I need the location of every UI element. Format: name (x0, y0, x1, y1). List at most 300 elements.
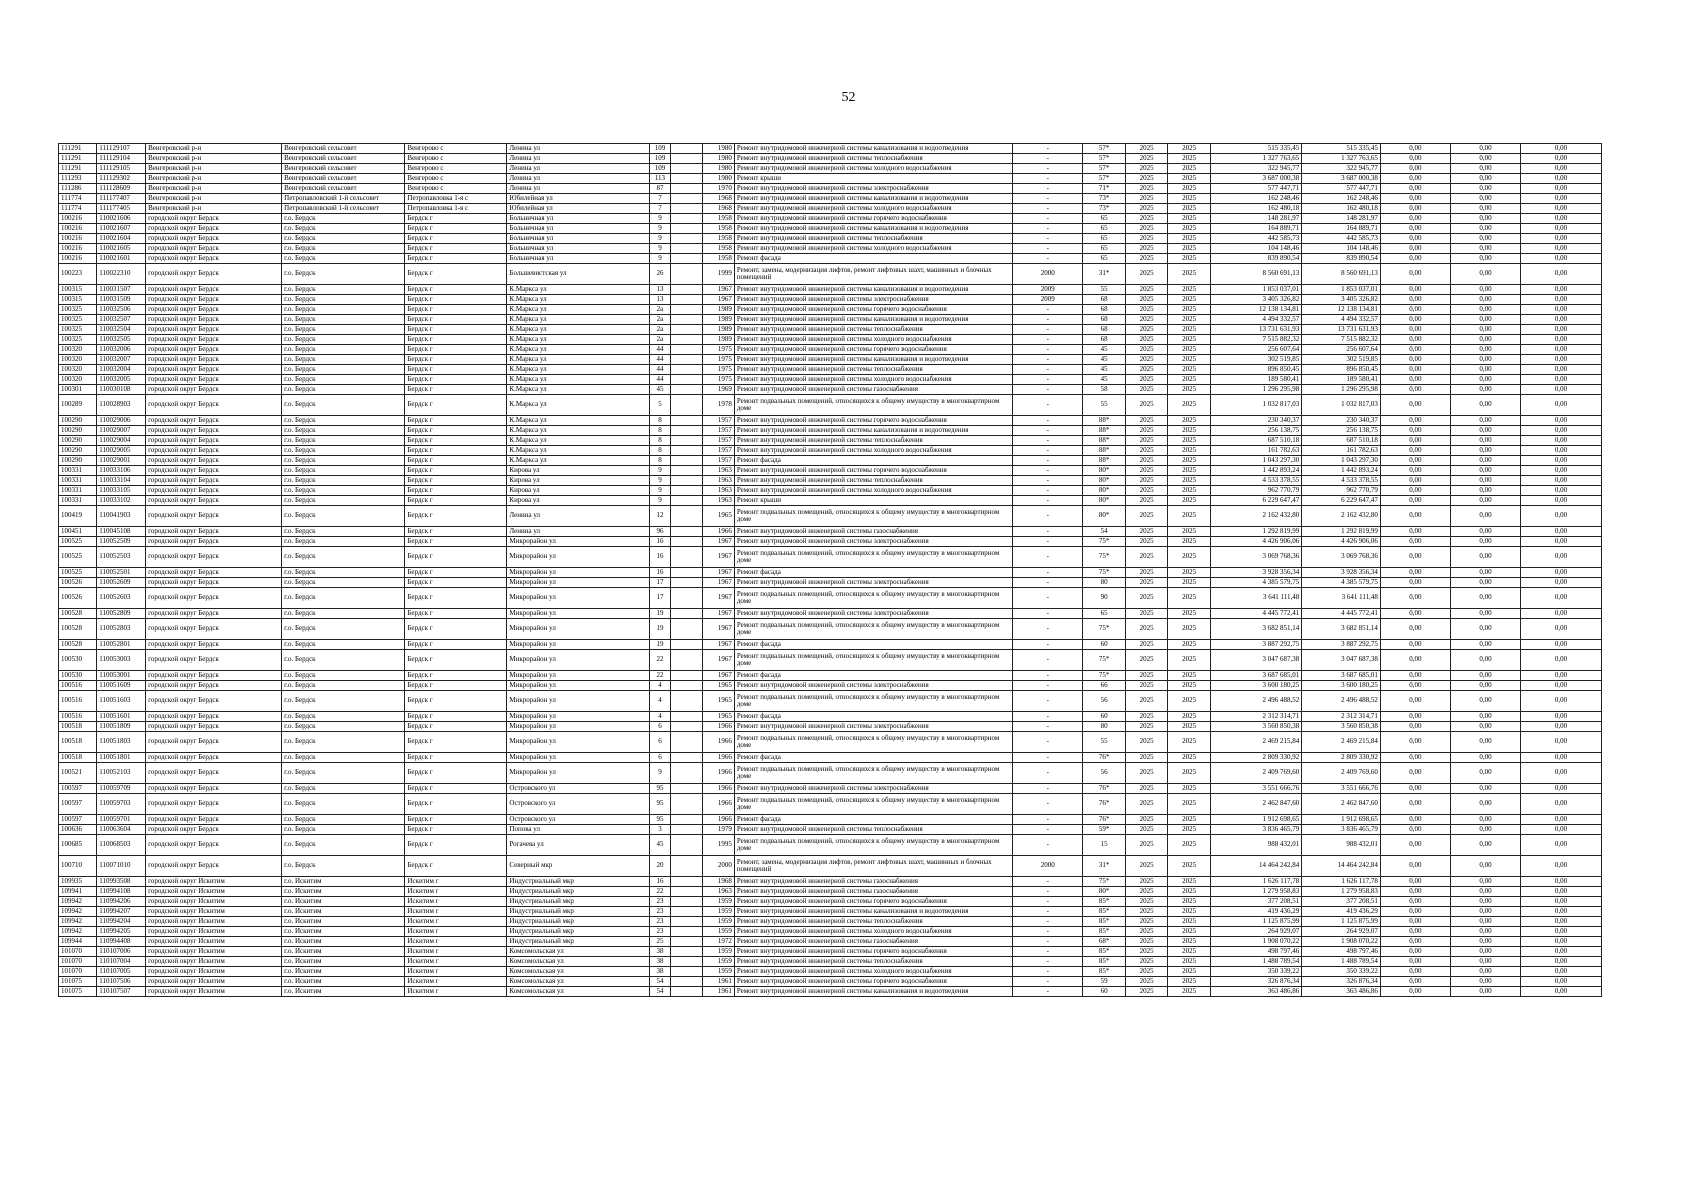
cell-work-type: Ремонт внутридомовой инженерной системы канализования и водоотведения (734, 315, 1012, 325)
cell-district: городской округ Бердск (146, 385, 282, 395)
cell-building (671, 184, 703, 194)
cell-district: городской округ Бердск (146, 722, 282, 732)
cell-house-number: 5 (649, 395, 670, 416)
cell-budget-federal: 0,00 (1380, 174, 1450, 184)
cell-plan-start-year: 2025 (1125, 164, 1168, 174)
cell-district: городской округ Бердск (146, 315, 282, 325)
cell-house-id: 100597 (59, 815, 97, 825)
cell-work-id: 110071010 (97, 856, 146, 877)
table-row (59, 426, 1602, 436)
cell-work-type: Ремонт внутридомовой инженерной системы теплоснабжения (734, 325, 1012, 335)
cell-wear-percent: 75* (1083, 877, 1126, 887)
cell-budget-federal: 0,00 (1380, 254, 1450, 264)
cell-wear-percent: 59* (1083, 825, 1126, 835)
cell-plan-start-year: 2025 (1125, 947, 1168, 957)
table-row (59, 691, 1602, 712)
cell-fund-cost: 322 945,77 (1302, 164, 1381, 174)
cell-last-repair-year: 2009 (1013, 285, 1083, 295)
cell-budget-regional: 0,00 (1450, 650, 1520, 671)
cell-wear-percent: 57* (1083, 174, 1126, 184)
cell-fund-cost: 3 887 292,75 (1302, 640, 1381, 650)
cell-plan-end-year: 2025 (1168, 385, 1211, 395)
cell-budget-local: 0,00 (1521, 345, 1602, 355)
cell-budget-federal: 0,00 (1380, 671, 1450, 681)
cell-fund-cost: 1 279 958,83 (1302, 887, 1381, 897)
cell-work-type: Ремонт внутридомовой инженерной системы канализования и водоотведения (734, 194, 1012, 204)
cell-budget-local: 0,00 (1521, 436, 1602, 446)
cell-work-type: Ремонт подвальных помещений, относящихся к общему имуществу в многоквартирном доме (734, 506, 1012, 527)
cell-building (671, 967, 703, 977)
cell-municipality: г.о. Искитим (282, 947, 405, 957)
cell-budget-regional: 0,00 (1450, 897, 1520, 907)
cell-year-built: 1968 (702, 194, 734, 204)
cell-wear-percent: 88* (1083, 446, 1126, 456)
cell-district: городской округ Бердск (146, 305, 282, 315)
cell-house-number: 9 (649, 254, 670, 264)
cell-settlement: Бердск г (405, 264, 507, 285)
cell-street: Комсомольская ул (507, 957, 649, 967)
cell-district: городской округ Искитим (146, 907, 282, 917)
table-row (59, 456, 1602, 466)
cell-fund-cost: 1 327 763,65 (1302, 154, 1381, 164)
cell-budget-local: 0,00 (1521, 335, 1602, 345)
cell-district: городской округ Бердск (146, 568, 282, 578)
cell-street: Индустриальный мкр (507, 897, 649, 907)
cell-year-built: 1967 (702, 285, 734, 295)
cell-budget-regional: 0,00 (1450, 194, 1520, 204)
cell-street: К.Маркса ул (507, 395, 649, 416)
cell-budget-local: 0,00 (1521, 184, 1602, 194)
cell-wear-percent: 80* (1083, 506, 1126, 527)
table-row (59, 835, 1602, 856)
cell-house-number: 12 (649, 506, 670, 527)
cell-fund-cost: 896 850,45 (1302, 365, 1381, 375)
cell-budget-federal: 0,00 (1380, 609, 1450, 619)
cell-plan-end-year: 2025 (1168, 315, 1211, 325)
cell-settlement: Бердск г (405, 355, 507, 365)
cell-budget-federal: 0,00 (1380, 375, 1450, 385)
cell-wear-percent: 57* (1083, 144, 1126, 154)
cell-work-id: 110033106 (97, 466, 146, 476)
cell-last-repair-year: - (1013, 937, 1083, 947)
cell-plan-end-year: 2025 (1168, 784, 1211, 794)
table-row (59, 987, 1602, 997)
cell-plan-end-year: 2025 (1168, 856, 1211, 877)
cell-building (671, 691, 703, 712)
cell-street: К.Маркса ул (507, 365, 649, 375)
cell-budget-local: 0,00 (1521, 466, 1602, 476)
cell-house-id: 100528 (59, 609, 97, 619)
cell-plan-start-year: 2025 (1125, 154, 1168, 164)
cell-house-number: 4 (649, 681, 670, 691)
cell-work-type: Ремонт внутридомовой инженерной системы теплоснабжения (734, 436, 1012, 446)
cell-total-cost: 896 850,45 (1210, 365, 1301, 375)
cell-budget-local: 0,00 (1521, 214, 1602, 224)
cell-work-id: 110052603 (97, 588, 146, 609)
cell-budget-regional: 0,00 (1450, 335, 1520, 345)
cell-settlement: Бердск г (405, 456, 507, 466)
cell-building (671, 794, 703, 815)
cell-budget-local: 0,00 (1521, 987, 1602, 997)
cell-house-id: 100518 (59, 753, 97, 763)
cell-house-number: 113 (649, 174, 670, 184)
cell-house-id: 100301 (59, 385, 97, 395)
cell-municipality: г.о. Бердск (282, 568, 405, 578)
cell-total-cost: 6 229 647,47 (1210, 496, 1301, 506)
cell-total-cost: 4 533 378,55 (1210, 476, 1301, 486)
cell-settlement: Венгерово с (405, 174, 507, 184)
cell-total-cost: 515 335,45 (1210, 144, 1301, 154)
cell-building (671, 877, 703, 887)
cell-work-type: Ремонт фасада (734, 254, 1012, 264)
cell-plan-end-year: 2025 (1168, 154, 1211, 164)
cell-building (671, 784, 703, 794)
cell-plan-start-year: 2025 (1125, 856, 1168, 877)
cell-wear-percent: 76* (1083, 794, 1126, 815)
table-row (59, 537, 1602, 547)
cell-house-id: 100331 (59, 466, 97, 476)
cell-total-cost: 4 494 332,57 (1210, 315, 1301, 325)
cell-year-built: 2000 (702, 856, 734, 877)
cell-budget-local: 0,00 (1521, 365, 1602, 375)
cell-wear-percent: 68 (1083, 325, 1126, 335)
cell-district: городской округ Бердск (146, 295, 282, 305)
cell-municipality: г.о. Бердск (282, 640, 405, 650)
cell-budget-regional: 0,00 (1450, 917, 1520, 927)
cell-budget-federal: 0,00 (1380, 416, 1450, 426)
cell-street: Больничная ул (507, 244, 649, 254)
cell-work-type: Ремонт внутридомовой инженерной системы холодного водоснабжения (734, 335, 1012, 345)
cell-total-cost: 1 279 958,83 (1210, 887, 1301, 897)
cell-house-id: 100526 (59, 578, 97, 588)
cell-district: городской округ Бердск (146, 365, 282, 375)
cell-work-id: 110107507 (97, 987, 146, 997)
cell-municipality: г.о. Бердск (282, 476, 405, 486)
cell-work-type: Ремонт внутридомовой инженерной системы канализования и водоотведения (734, 907, 1012, 917)
cell-house-number: 23 (649, 917, 670, 927)
cell-work-type: Ремонт внутридомовой инженерной системы электроснабжения (734, 184, 1012, 194)
cell-house-number: 9 (649, 496, 670, 506)
cell-settlement: Бердск г (405, 385, 507, 395)
cell-work-id: 110032504 (97, 325, 146, 335)
table-row (59, 967, 1602, 977)
cell-house-number: 38 (649, 967, 670, 977)
cell-budget-regional: 0,00 (1450, 295, 1520, 305)
cell-district: городской округ Искитим (146, 987, 282, 997)
cell-work-type: Ремонт внутридомовой инженерной системы газоснабжения (734, 937, 1012, 947)
cell-budget-local: 0,00 (1521, 977, 1602, 987)
cell-budget-local: 0,00 (1521, 456, 1602, 466)
cell-house-id: 100290 (59, 426, 97, 436)
cell-street: Комсомольская ул (507, 947, 649, 957)
cell-house-number: 95 (649, 784, 670, 794)
table-row (59, 144, 1602, 154)
cell-house-id: 100516 (59, 681, 97, 691)
cell-wear-percent: 88* (1083, 426, 1126, 436)
cell-house-number: 9 (649, 486, 670, 496)
cell-plan-end-year: 2025 (1168, 987, 1211, 997)
cell-total-cost: 419 436,29 (1210, 907, 1301, 917)
cell-last-repair-year: - (1013, 335, 1083, 345)
cell-fund-cost: 3 560 850,38 (1302, 722, 1381, 732)
table-row (59, 244, 1602, 254)
cell-house-number: 96 (649, 527, 670, 537)
cell-last-repair-year: - (1013, 426, 1083, 436)
cell-fund-cost: 498 797,46 (1302, 947, 1381, 957)
cell-budget-federal: 0,00 (1380, 784, 1450, 794)
cell-plan-end-year: 2025 (1168, 184, 1211, 194)
cell-plan-end-year: 2025 (1168, 476, 1211, 486)
cell-house-number: 16 (649, 537, 670, 547)
cell-last-repair-year: - (1013, 355, 1083, 365)
cell-total-cost: 104 148,46 (1210, 244, 1301, 254)
cell-house-id: 100526 (59, 588, 97, 609)
cell-building (671, 315, 703, 325)
cell-plan-end-year: 2025 (1168, 712, 1211, 722)
cell-year-built: 1967 (702, 547, 734, 568)
cell-total-cost: 498 797,46 (1210, 947, 1301, 957)
cell-year-built: 1989 (702, 305, 734, 315)
cell-district: городской округ Бердск (146, 537, 282, 547)
cell-house-number: 44 (649, 375, 670, 385)
cell-budget-local: 0,00 (1521, 588, 1602, 609)
cell-total-cost: 326 876,34 (1210, 977, 1301, 987)
cell-last-repair-year: - (1013, 244, 1083, 254)
cell-house-id: 101075 (59, 977, 97, 987)
cell-work-type: Ремонт внутридомовой инженерной системы холодного водоснабжения (734, 375, 1012, 385)
cell-municipality: г.о. Бердск (282, 486, 405, 496)
cell-building (671, 375, 703, 385)
cell-plan-end-year: 2025 (1168, 204, 1211, 214)
cell-house-id: 100223 (59, 264, 97, 285)
cell-building (671, 527, 703, 537)
cell-last-repair-year: - (1013, 957, 1083, 967)
cell-settlement: Бердск г (405, 466, 507, 476)
cell-work-type: Ремонт фасада (734, 640, 1012, 650)
cell-year-built: 1969 (702, 385, 734, 395)
cell-building (671, 144, 703, 154)
cell-plan-start-year: 2025 (1125, 315, 1168, 325)
cell-budget-regional: 0,00 (1450, 671, 1520, 681)
cell-year-built: 1957 (702, 446, 734, 456)
cell-wear-percent: 90 (1083, 588, 1126, 609)
cell-municipality: г.о. Бердск (282, 234, 405, 244)
cell-budget-regional: 0,00 (1450, 957, 1520, 967)
cell-total-cost: 4 426 906,06 (1210, 537, 1301, 547)
table-row (59, 365, 1602, 375)
cell-work-id: 110053001 (97, 671, 146, 681)
cell-district: городской округ Бердск (146, 234, 282, 244)
cell-work-id: 110021605 (97, 244, 146, 254)
cell-house-number: 54 (649, 987, 670, 997)
cell-last-repair-year: - (1013, 987, 1083, 997)
cell-fund-cost: 14 464 242,84 (1302, 856, 1381, 877)
cell-budget-regional: 0,00 (1450, 967, 1520, 977)
cell-municipality: г.о. Искитим (282, 977, 405, 987)
cell-plan-start-year: 2025 (1125, 184, 1168, 194)
table-row (59, 722, 1602, 732)
cell-municipality: г.о. Бердск (282, 763, 405, 784)
cell-house-id: 100290 (59, 446, 97, 456)
table-row (59, 856, 1602, 877)
cell-street: Кирова ул (507, 466, 649, 476)
cell-house-number: 44 (649, 345, 670, 355)
cell-street: Ленина ул (507, 144, 649, 154)
cell-wear-percent: 55 (1083, 395, 1126, 416)
cell-plan-end-year: 2025 (1168, 164, 1211, 174)
cell-total-cost: 988 432,01 (1210, 835, 1301, 856)
cell-fund-cost: 515 335,45 (1302, 144, 1381, 154)
cell-last-repair-year: - (1013, 365, 1083, 375)
cell-budget-local: 0,00 (1521, 154, 1602, 164)
cell-plan-start-year: 2025 (1125, 547, 1168, 568)
cell-plan-start-year: 2025 (1125, 588, 1168, 609)
cell-last-repair-year: - (1013, 650, 1083, 671)
cell-fund-cost: 4 445 772,41 (1302, 609, 1381, 619)
cell-total-cost: 1 032 817,03 (1210, 395, 1301, 416)
cell-total-cost: 962 770,79 (1210, 486, 1301, 496)
cell-building (671, 835, 703, 856)
cell-work-type: Ремонт внутридомовой инженерной системы холодного водоснабжения (734, 244, 1012, 254)
cell-work-type: Ремонт внутридомовой инженерной системы горячего водоснабжения (734, 977, 1012, 987)
cell-plan-end-year: 2025 (1168, 446, 1211, 456)
cell-plan-end-year: 2025 (1168, 887, 1211, 897)
cell-district: Венгеровский р-н (146, 164, 282, 174)
cell-work-type: Ремонт подвальных помещений, относящихся к общему имуществу в многоквартирном доме (734, 547, 1012, 568)
cell-total-cost: 12 138 134,81 (1210, 305, 1301, 315)
cell-house-number: 26 (649, 264, 670, 285)
cell-total-cost: 1 912 698,65 (1210, 815, 1301, 825)
table-row (59, 285, 1602, 295)
cell-total-cost: 256 138,75 (1210, 426, 1301, 436)
cell-house-id: 100325 (59, 325, 97, 335)
cell-house-number: 109 (649, 164, 670, 174)
cell-district: городской округ Бердск (146, 506, 282, 527)
cell-settlement: Венгерово с (405, 164, 507, 174)
cell-budget-federal: 0,00 (1380, 476, 1450, 486)
cell-fund-cost: 1 626 117,78 (1302, 877, 1381, 887)
cell-year-built: 1959 (702, 947, 734, 957)
cell-work-id: 110031507 (97, 285, 146, 295)
cell-house-id: 111291 (59, 164, 97, 174)
cell-municipality: г.о. Искитим (282, 897, 405, 907)
cell-settlement: Искитим г (405, 887, 507, 897)
table-row (59, 568, 1602, 578)
cell-wear-percent: 56 (1083, 691, 1126, 712)
cell-municipality: Венгеровский сельсовет (282, 184, 405, 194)
cell-total-cost: 1 488 789,54 (1210, 957, 1301, 967)
cell-work-id: 110045108 (97, 527, 146, 537)
cell-year-built: 1980 (702, 154, 734, 164)
cell-plan-start-year: 2025 (1125, 486, 1168, 496)
cell-work-id: 111128609 (97, 184, 146, 194)
cell-last-repair-year: - (1013, 416, 1083, 426)
cell-year-built: 1966 (702, 794, 734, 815)
cell-budget-federal: 0,00 (1380, 426, 1450, 436)
cell-building (671, 365, 703, 375)
cell-budget-federal: 0,00 (1380, 877, 1450, 887)
cell-budget-regional: 0,00 (1450, 794, 1520, 815)
cell-budget-federal: 0,00 (1380, 456, 1450, 466)
cell-work-id: 111177405 (97, 204, 146, 214)
table-row (59, 436, 1602, 446)
cell-district: городской округ Бердск (146, 712, 282, 722)
cell-plan-end-year: 2025 (1168, 395, 1211, 416)
cell-building (671, 722, 703, 732)
cell-municipality: г.о. Бердск (282, 224, 405, 234)
cell-work-type: Ремонт внутридомовой инженерной системы электроснабжения (734, 681, 1012, 691)
cell-total-cost: 3 405 326,82 (1210, 295, 1301, 305)
cell-year-built: 1967 (702, 650, 734, 671)
cell-plan-end-year: 2025 (1168, 547, 1211, 568)
cell-budget-local: 0,00 (1521, 385, 1602, 395)
cell-street: Ленина ул (507, 154, 649, 164)
cell-budget-local: 0,00 (1521, 446, 1602, 456)
cell-street: Больничная ул (507, 214, 649, 224)
cell-house-number: 19 (649, 609, 670, 619)
cell-year-built: 1966 (702, 732, 734, 753)
cell-wear-percent: 68* (1083, 937, 1126, 947)
cell-budget-regional: 0,00 (1450, 691, 1520, 712)
cell-year-built: 1965 (702, 712, 734, 722)
cell-plan-start-year: 2025 (1125, 917, 1168, 927)
cell-fund-cost: 1 912 698,65 (1302, 815, 1381, 825)
cell-work-type: Ремонт внутридомовой инженерной системы горячего водоснабжения (734, 897, 1012, 907)
cell-plan-end-year: 2025 (1168, 416, 1211, 426)
cell-plan-end-year: 2025 (1168, 224, 1211, 234)
cell-plan-start-year: 2025 (1125, 446, 1168, 456)
cell-last-repair-year: - (1013, 917, 1083, 927)
cell-plan-start-year: 2025 (1125, 174, 1168, 184)
cell-work-type: Ремонт внутридомовой инженерной системы электроснабжения (734, 784, 1012, 794)
cell-street: Индустриальный мкр (507, 927, 649, 937)
cell-fund-cost: 3 405 326,82 (1302, 295, 1381, 305)
cell-settlement: Искитим г (405, 897, 507, 907)
cell-district: городской округ Искитим (146, 917, 282, 927)
table-row (59, 466, 1602, 476)
cell-fund-cost: 4 385 579,75 (1302, 578, 1381, 588)
cell-plan-start-year: 2025 (1125, 436, 1168, 446)
cell-municipality: г.о. Бердск (282, 784, 405, 794)
cell-fund-cost: 1 853 037,01 (1302, 285, 1381, 295)
cell-work-id: 110052609 (97, 578, 146, 588)
cell-last-repair-year: - (1013, 691, 1083, 712)
cell-fund-cost: 164 889,71 (1302, 224, 1381, 234)
cell-budget-regional: 0,00 (1450, 174, 1520, 184)
cell-wear-percent: 65 (1083, 224, 1126, 234)
cell-plan-start-year: 2025 (1125, 897, 1168, 907)
cell-budget-local: 0,00 (1521, 794, 1602, 815)
cell-budget-local: 0,00 (1521, 957, 1602, 967)
cell-plan-end-year: 2025 (1168, 254, 1211, 264)
table-row (59, 295, 1602, 305)
cell-budget-federal: 0,00 (1380, 987, 1450, 997)
cell-plan-end-year: 2025 (1168, 345, 1211, 355)
cell-total-cost: 3 887 292,75 (1210, 640, 1301, 650)
cell-budget-regional: 0,00 (1450, 426, 1520, 436)
cell-plan-end-year: 2025 (1168, 578, 1211, 588)
cell-fund-cost: 162 248,46 (1302, 194, 1381, 204)
cell-work-id: 110994204 (97, 917, 146, 927)
cell-plan-start-year: 2025 (1125, 987, 1168, 997)
cell-district: городской округ Бердск (146, 486, 282, 496)
table-row (59, 588, 1602, 609)
cell-street: Островского ул (507, 794, 649, 815)
cell-street: Северный мкр (507, 856, 649, 877)
cell-budget-regional: 0,00 (1450, 722, 1520, 732)
cell-municipality: г.о. Бердск (282, 619, 405, 640)
cell-house-number: 19 (649, 640, 670, 650)
